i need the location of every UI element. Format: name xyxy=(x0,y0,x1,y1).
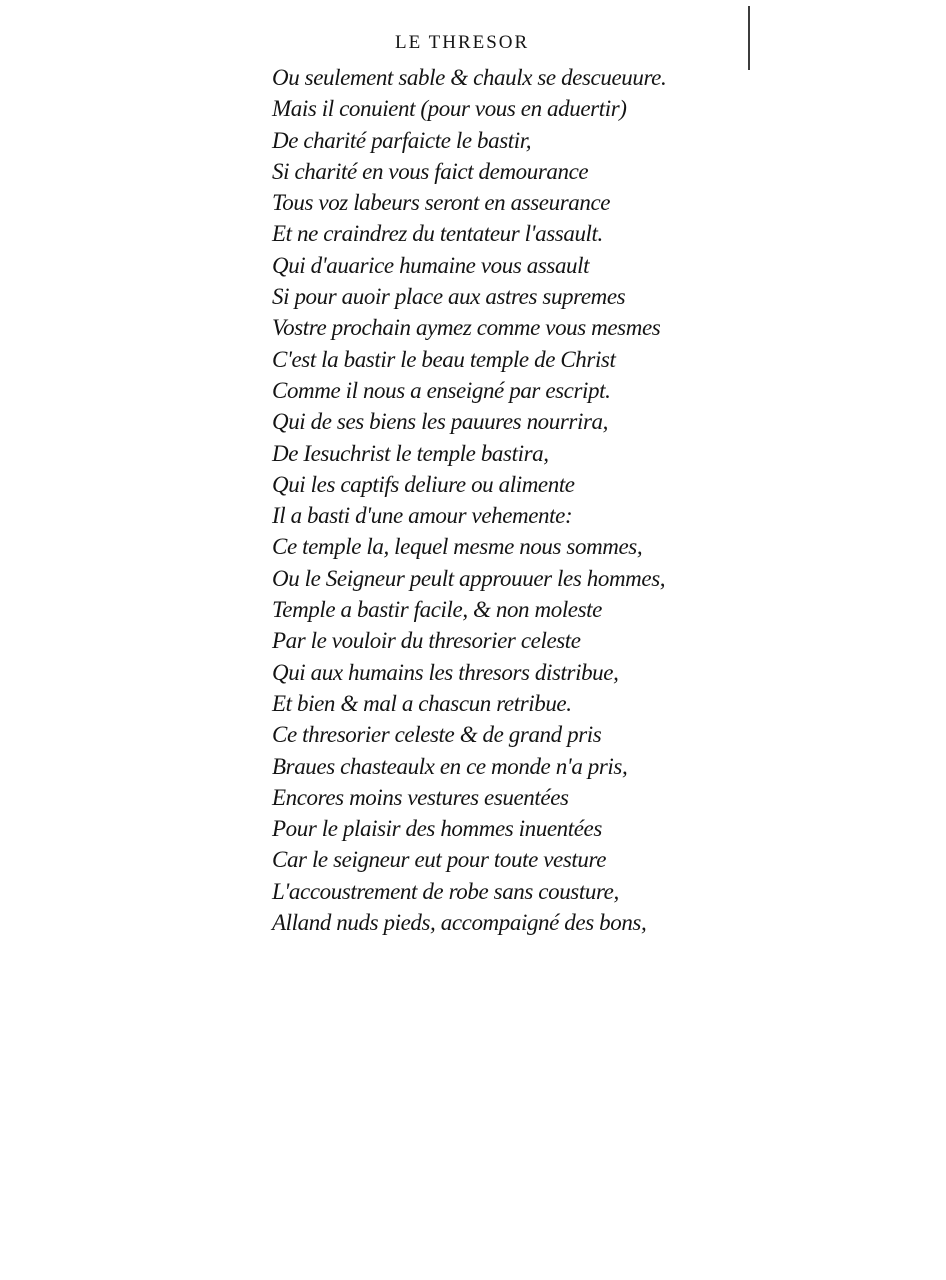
verse-line: Et bien & mal a chascun retribue. xyxy=(272,690,572,716)
verse-line: Qui de ses biens les pauures nourrira, xyxy=(272,409,608,435)
verse-line: Et ne craindrez du tentateur l'assault. xyxy=(272,221,603,247)
verse-line: Mais il conuient (pour vous en aduertir) xyxy=(272,96,627,122)
verse-text xyxy=(272,62,742,938)
verse-line: Ce thresorier celeste & de grand pris xyxy=(272,722,602,748)
verse-line: Ou seulement sable & chaulx se descueuure. xyxy=(272,65,667,90)
verse-line: Braues chasteaulx en ce monde n'a pris, xyxy=(272,753,628,779)
verse-line: Alland nuds pieds, accompaigné des bons, xyxy=(272,910,647,936)
running-head: LE THRESOR xyxy=(395,32,530,53)
verse-line: Qui d'auarice humaine vous assault xyxy=(272,252,590,278)
verse-line: C'est la bastir le beau temple de Christ xyxy=(272,346,616,372)
verse-line: Si charité en vous faict demourance xyxy=(272,158,589,184)
verse-line: Tous voz labeurs seront en asseurance xyxy=(272,190,611,216)
verse-line: Vostre prochain aymez comme vous mesmes xyxy=(272,315,661,341)
verse-line: Encores moins vestures esuentées xyxy=(272,784,569,810)
verse-line: Temple a bastir facile, & non moleste xyxy=(272,597,602,623)
verse-line: Comme il nous a enseigné par escript. xyxy=(272,377,611,403)
verse-line: Pour le plaisir des hommes inuentées xyxy=(272,816,602,842)
verse-line: Qui aux humains les thresors distribue, xyxy=(272,659,619,685)
verse-line: L'accoustrement de robe sans cousture, xyxy=(272,878,619,904)
verse-line: De Iesuchrist le temple bastira, xyxy=(272,440,549,466)
verse-line: Si pour auoir place aux astres supremes xyxy=(272,284,626,310)
gutter-edge-line xyxy=(748,6,750,70)
verse-line: Par le vouloir du thresorier celeste xyxy=(272,628,581,654)
verse-line: Qui les captifs deliure ou alimente xyxy=(272,471,575,497)
verse-line: Il a basti d'une amour vehemente: xyxy=(272,503,573,529)
verse-line: De charité parfaicte le bastir, xyxy=(272,127,532,153)
verse-line: Ce temple la, lequel mesme nous sommes, xyxy=(272,534,643,560)
verse-line: Ou le Seigneur peult approuuer les hommes, xyxy=(272,565,666,591)
verse-line: Car le seigneur eut pour toute vesture xyxy=(272,847,607,873)
